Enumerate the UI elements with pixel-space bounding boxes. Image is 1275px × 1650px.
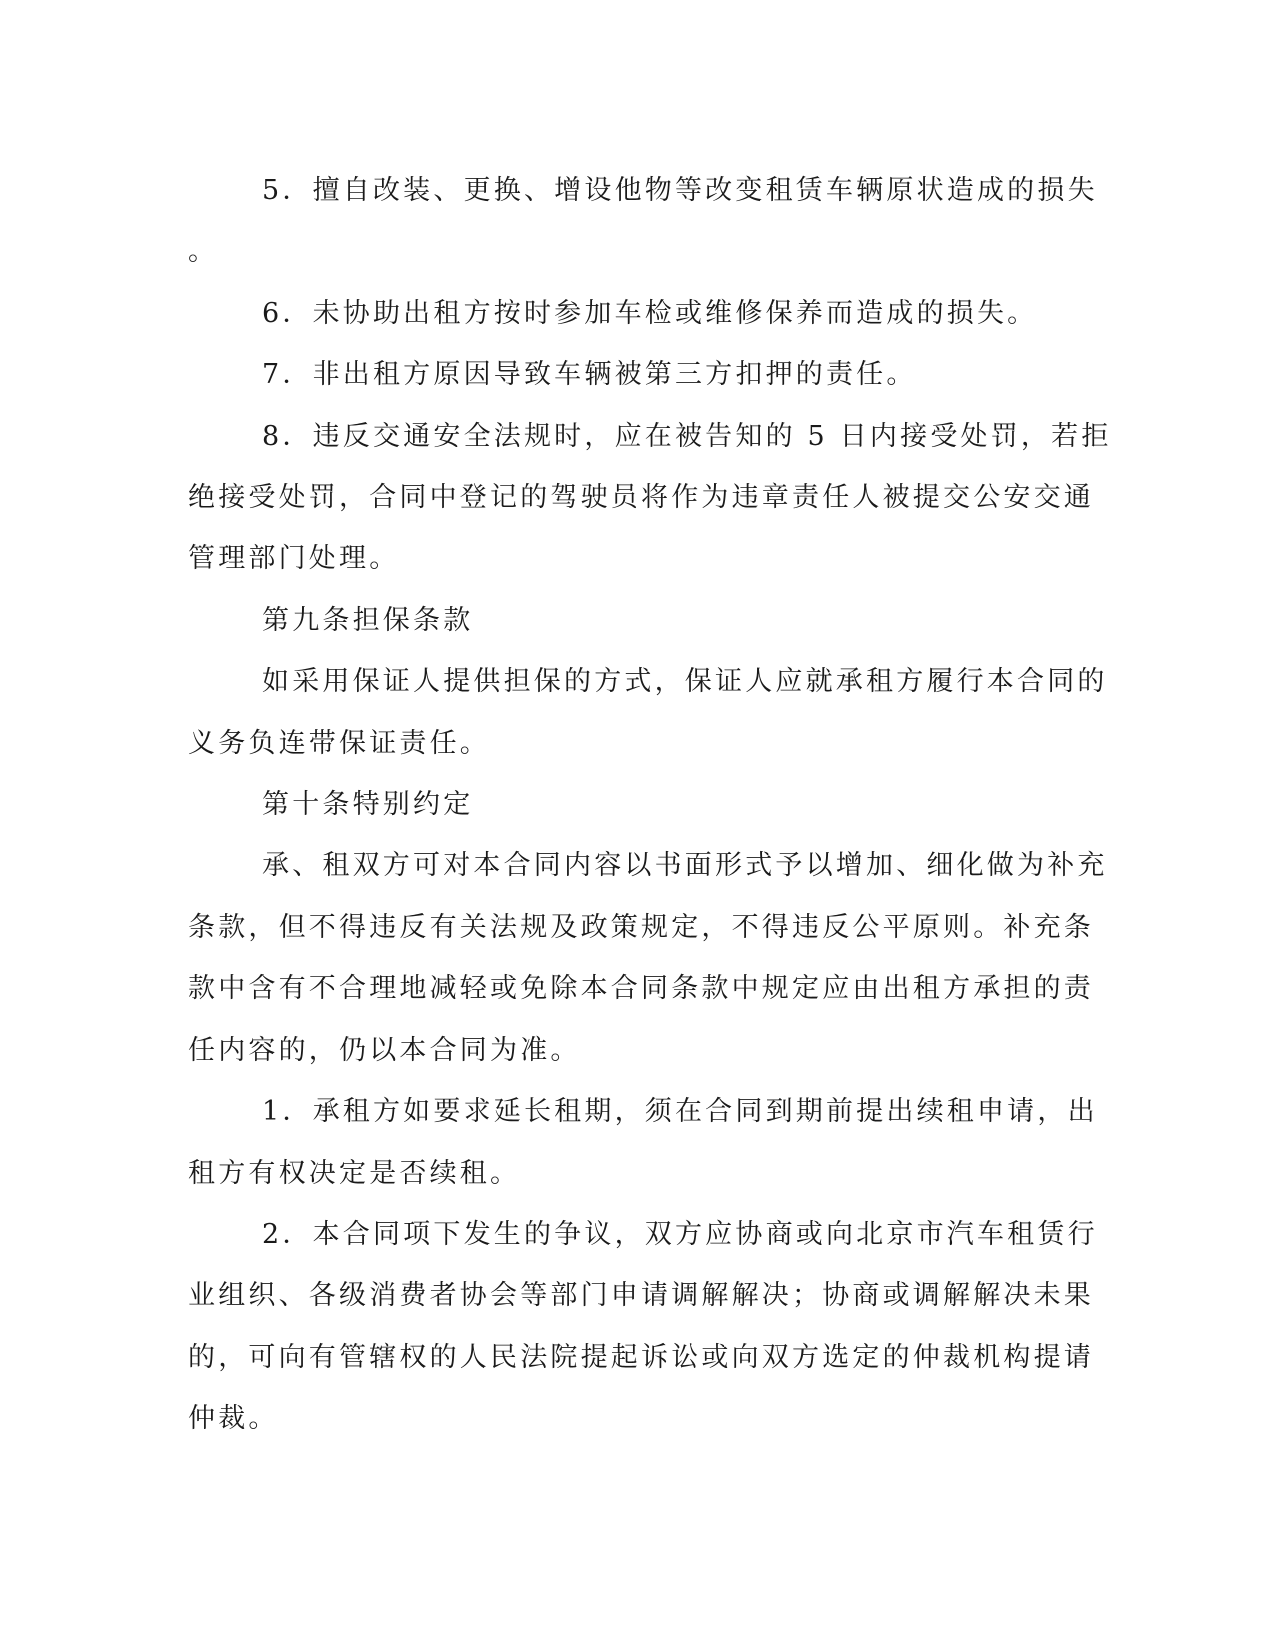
paragraph-item-5 bbox=[188, 160, 1098, 283]
paragraph-item-8 bbox=[188, 406, 1112, 590]
text-line: 条款，但不得违反有关法规及政策规定，不得违反公平原则。补充条 bbox=[188, 911, 1094, 943]
article-9-body bbox=[188, 651, 1108, 774]
text-line: 7．非出租方原因导致车辆被第三方扣押的责任。 bbox=[262, 359, 917, 391]
text-line: 绝接受处罚，合同中登记的驾驶员将作为违章责任人被提交公安交通 bbox=[188, 482, 1094, 514]
text-line: 如采用保证人提供担保的方式，保证人应就承租方履行本合同的 bbox=[262, 666, 1108, 698]
paragraph-item-7 bbox=[188, 344, 1068, 405]
article-10-body bbox=[188, 835, 1108, 1081]
document-body bbox=[188, 160, 1112, 1450]
text-line: 6．未协助出租方按时参加车检或维修保养而造成的损失。 bbox=[262, 297, 1038, 329]
text-line: 任内容的，仍以本合同为准。 bbox=[188, 1034, 581, 1066]
text-line: 款中含有不合理地减轻或免除本合同条款中规定应由出租方承担的责 bbox=[188, 973, 1094, 1005]
text-line: 5．擅自改装、更换、增设他物等改变租赁车辆原状造成的损失 bbox=[262, 175, 1098, 206]
text-line: 承、租双方可对本合同内容以书面形式予以增加、细化做为补充 bbox=[262, 850, 1108, 882]
section-heading: 第九条担保条款 bbox=[262, 604, 474, 636]
text-line: 租方有权决定是否续租。 bbox=[188, 1157, 521, 1189]
paragraph-item-6 bbox=[188, 283, 1068, 344]
article-9-heading bbox=[188, 590, 1068, 651]
text-line: 8．违反交通安全法规时，应在被告知的 5 日内接受处罚，若拒 bbox=[262, 420, 1112, 452]
text-line: 仲裁。 bbox=[188, 1403, 279, 1435]
section-heading: 第十条特别约定 bbox=[262, 789, 474, 821]
text-line: 义务负连带保证责任。 bbox=[188, 727, 490, 759]
text-line: 1．承租方如要求延长租期，须在合同到期前提出续租申请，出 bbox=[262, 1096, 1098, 1128]
text-line: 业组织、各级消费者协会等部门申请调解解决；协商或调解解决未果 bbox=[188, 1280, 1094, 1312]
article-10-heading bbox=[188, 774, 1068, 835]
clause-item-1 bbox=[188, 1081, 1098, 1204]
text-line: 的，可向有管辖权的人民法院提起诉讼或向双方选定的仲裁机构提请 bbox=[188, 1341, 1094, 1373]
text-line: 。 bbox=[188, 236, 219, 268]
text-line: 2．本合同项下发生的争议，双方应协商或向北京市汽车租赁行 bbox=[262, 1218, 1098, 1250]
text-line: 管理部门处理。 bbox=[188, 543, 400, 575]
clause-item-2 bbox=[188, 1204, 1098, 1450]
